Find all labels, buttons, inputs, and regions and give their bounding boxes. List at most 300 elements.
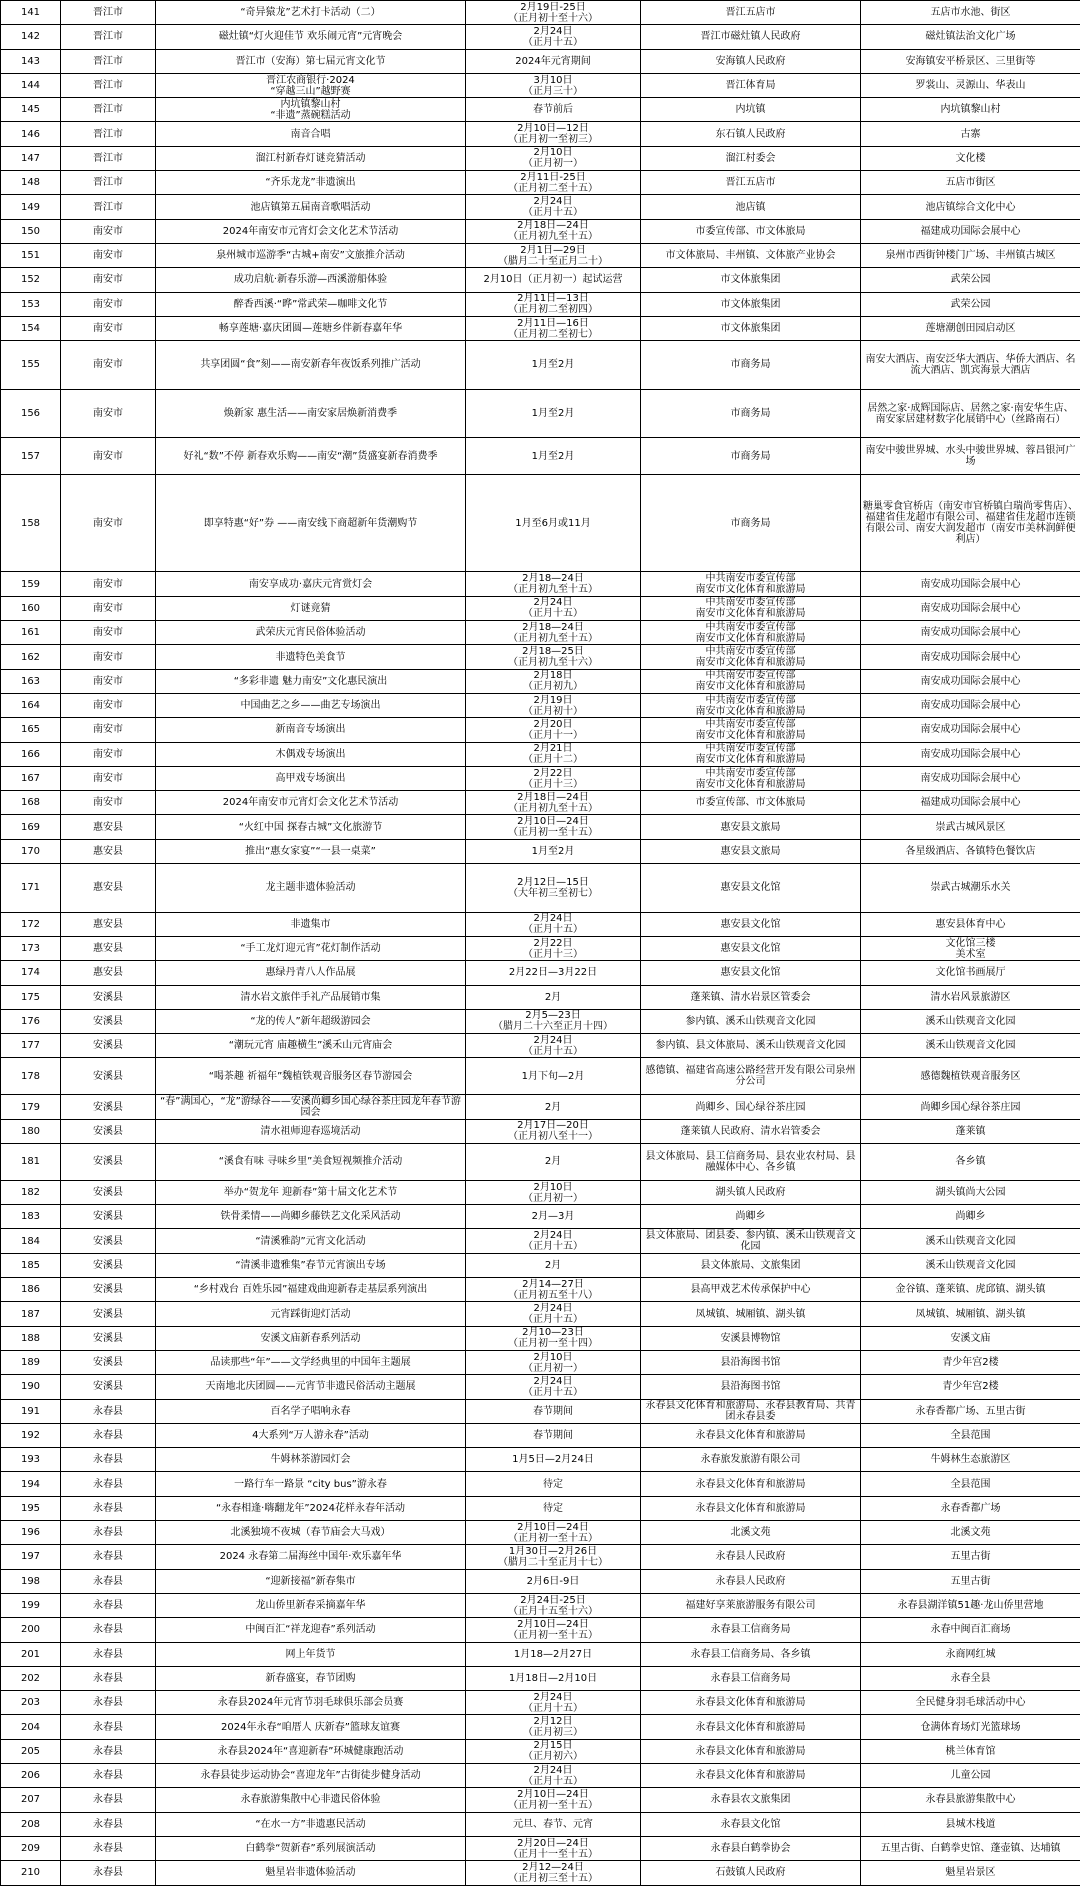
- table-row: [1, 791, 1080, 815]
- organizer-cell: 凤城镇、城厢镇、湖头镇: [641, 1302, 861, 1326]
- event-time-cell: 2月24日 （正月十五）: [466, 1691, 641, 1715]
- row-number-cell: 192: [1, 1423, 61, 1447]
- event-name-cell: 龙主题非遗体验活动: [156, 864, 466, 913]
- row-number-cell: 187: [1, 1302, 61, 1326]
- event-time-cell: 春节期间: [466, 1423, 641, 1447]
- row-number-cell: 190: [1, 1375, 61, 1399]
- event-name-cell: 清水祖师迎春巡境活动: [156, 1119, 466, 1143]
- organizer-cell: 永春县白鹤拳协会: [641, 1836, 861, 1860]
- table-row: [1, 438, 1080, 475]
- table-row: [1, 1326, 1080, 1350]
- event-name-cell: 2024年南安市元宵灯会文化艺术节活动: [156, 219, 466, 243]
- event-time-cell: 2月24日 （正月十五）: [466, 912, 641, 936]
- row-number-cell: 200: [1, 1618, 61, 1642]
- district-cell: 安溪县: [61, 1278, 156, 1302]
- event-name-cell: 溜江村新春灯谜竞猜活动: [156, 146, 466, 170]
- table-row: [1, 985, 1080, 1009]
- event-name-cell: “奇异猿龙”艺术打卡活动（二）: [156, 1, 466, 25]
- district-cell: 安溪县: [61, 1302, 156, 1326]
- venue-cell: 清水岩风景旅游区: [861, 985, 1080, 1009]
- organizer-cell: 池店镇: [641, 195, 861, 219]
- organizer-cell: 永春县工信商务局: [641, 1666, 861, 1690]
- venue-cell: 崇武古城潮乐水关: [861, 864, 1080, 913]
- row-number-cell: 165: [1, 718, 61, 742]
- venue-cell: 文化馆三楼 美术室: [861, 936, 1080, 960]
- event-name-cell: “齐乐龙龙”非遗演出: [156, 171, 466, 195]
- event-name-cell: 木偶戏专场演出: [156, 742, 466, 766]
- event-name-cell: 百名学子唱响永春: [156, 1399, 466, 1423]
- event-time-cell: 2月18日 （正月初九）: [466, 669, 641, 693]
- event-time-cell: 2月12日—15日 （大年初三至初七）: [466, 864, 641, 913]
- event-time-cell: 2月12—24日 （正月初三至十五）: [466, 1861, 641, 1885]
- row-number-cell: 178: [1, 1058, 61, 1095]
- district-cell: 安溪县: [61, 1009, 156, 1033]
- organizer-cell: 县文体旅局、团县委、参内镇、溪禾山铁观音文化园: [641, 1229, 861, 1253]
- organizer-cell: 安海镇人民政府: [641, 49, 861, 73]
- event-time-cell: 2月21日 （正月十二）: [466, 742, 641, 766]
- venue-cell: 全民健身羽毛球活动中心: [861, 1691, 1080, 1715]
- district-cell: 永春县: [61, 1642, 156, 1666]
- event-name-cell: 武荣庆元宵民俗体验活动: [156, 621, 466, 645]
- event-name-cell: 永春县徒步运动协会“喜迎龙年”古街徒步健身活动: [156, 1764, 466, 1788]
- district-cell: 安溪县: [61, 1350, 156, 1374]
- district-cell: 永春县: [61, 1812, 156, 1836]
- district-cell: 永春县: [61, 1399, 156, 1423]
- row-number-cell: 174: [1, 961, 61, 985]
- district-cell: 安溪县: [61, 1143, 156, 1180]
- event-time-cell: 1月至2月: [466, 438, 641, 475]
- event-name-cell: “手工龙灯迎元宵”花灯制作活动: [156, 936, 466, 960]
- event-name-cell: 品读那些“年”——文学经典里的中国年主题展: [156, 1350, 466, 1374]
- district-cell: 安溪县: [61, 1119, 156, 1143]
- event-name-cell: 永春旅游集散中心非遗民俗体验: [156, 1788, 466, 1812]
- organizer-cell: 感德镇、福建省高速公路经营开发有限公司泉州分公司: [641, 1058, 861, 1095]
- organizer-cell: 晋江五店市: [641, 1, 861, 25]
- district-cell: 永春县: [61, 1764, 156, 1788]
- event-name-cell: 永春县2024年“喜迎新春”环城健康跑活动: [156, 1739, 466, 1763]
- organizer-cell: 晋江体育局: [641, 73, 861, 97]
- organizer-cell: 惠安县文化馆: [641, 912, 861, 936]
- row-number-cell: 168: [1, 791, 61, 815]
- row-number-cell: 149: [1, 195, 61, 219]
- row-number-cell: 144: [1, 73, 61, 97]
- organizer-cell: 中共南安市委宣传部 南安市文化体育和旅游局: [641, 742, 861, 766]
- event-name-cell: 2024年永春“咱厝人 庆新春”篮球友谊赛: [156, 1715, 466, 1739]
- event-time-cell: 2月1日—29日 （腊月二十至正月二十）: [466, 243, 641, 267]
- event-time-cell: 2月24日-25日 （正月十五至十六）: [466, 1593, 641, 1617]
- table-row: [1, 766, 1080, 790]
- organizer-cell: 市委宣传部、市文体旅局: [641, 791, 861, 815]
- event-time-cell: 2月18—25日 （正月初九至十六）: [466, 645, 641, 669]
- table-row: [1, 1180, 1080, 1204]
- district-cell: 南安市: [61, 572, 156, 596]
- organizer-cell: 市商务局: [641, 475, 861, 572]
- venue-cell: 南安成功国际会展中心: [861, 645, 1080, 669]
- district-cell: 永春县: [61, 1691, 156, 1715]
- event-name-cell: 一路行车一路景 “city bus”游永春: [156, 1472, 466, 1496]
- event-time-cell: 2月6日-9日: [466, 1569, 641, 1593]
- venue-cell: 永春香都广场、五里古街: [861, 1399, 1080, 1423]
- organizer-cell: 溜江村委会: [641, 146, 861, 170]
- event-name-cell: 2024 永春第二届海丝中国年·欢乐嘉年华: [156, 1545, 466, 1569]
- venue-cell: 池店镇综合文化中心: [861, 195, 1080, 219]
- event-time-cell: 2月10日—24日 （正月初一至十五）: [466, 815, 641, 839]
- event-name-cell: 魁星岩非遗体验活动: [156, 1861, 466, 1885]
- organizer-cell: 蓬莱镇、清水岩景区管委会: [641, 985, 861, 1009]
- district-cell: 南安市: [61, 669, 156, 693]
- event-time-cell: 2月10日 （正月初一）: [466, 1180, 641, 1204]
- event-time-cell: 1月至2月: [466, 389, 641, 438]
- organizer-cell: 永春县文化体育和旅游局: [641, 1472, 861, 1496]
- venue-cell: 福建成功国际会展中心: [861, 219, 1080, 243]
- district-cell: 惠安县: [61, 912, 156, 936]
- table-row: [1, 742, 1080, 766]
- district-cell: 晋江市: [61, 98, 156, 122]
- table-row: [1, 1, 1080, 25]
- table-row: [1, 268, 1080, 292]
- district-cell: 南安市: [61, 766, 156, 790]
- event-name-cell: 南音合唱: [156, 122, 466, 146]
- table-row: [1, 1423, 1080, 1447]
- row-number-cell: 193: [1, 1448, 61, 1472]
- table-row: [1, 475, 1080, 572]
- venue-cell: 崇武古城风景区: [861, 815, 1080, 839]
- table-row: [1, 1205, 1080, 1229]
- venue-cell: 文化馆书画展厅: [861, 961, 1080, 985]
- event-time-cell: 2月10日 （正月初一）: [466, 1350, 641, 1374]
- venue-cell: 各星级酒店、各镇特色餐饮店: [861, 839, 1080, 863]
- table-row: [1, 1642, 1080, 1666]
- row-number-cell: 146: [1, 122, 61, 146]
- district-cell: 南安市: [61, 316, 156, 340]
- venue-cell: 五里古街、白鹤拳史馆、蓬壶镇、达埔镇: [861, 1836, 1080, 1860]
- venue-cell: 凤城镇、城厢镇、湖头镇: [861, 1302, 1080, 1326]
- table-row: [1, 645, 1080, 669]
- event-time-cell: 2月: [466, 1095, 641, 1119]
- event-name-cell: 泉州城市巡游季“古城+南安”文旅推介活动: [156, 243, 466, 267]
- event-time-cell: 2月24日 （正月十五）: [466, 25, 641, 49]
- row-number-cell: 142: [1, 25, 61, 49]
- table-row: [1, 912, 1080, 936]
- table-row: [1, 341, 1080, 390]
- event-name-cell: “迎新接福”新春集市: [156, 1569, 466, 1593]
- event-name-cell: 龙山侨里新春采摘嘉年华: [156, 1593, 466, 1617]
- venue-cell: 安溪文庙: [861, 1326, 1080, 1350]
- table-row: [1, 839, 1080, 863]
- table-row: [1, 243, 1080, 267]
- row-number-cell: 182: [1, 1180, 61, 1204]
- event-name-cell: 4大系列“万人游永春”活动: [156, 1423, 466, 1447]
- event-time-cell: 2月11日—13日 （正月初二至初四）: [466, 292, 641, 316]
- venue-cell: 文化楼: [861, 146, 1080, 170]
- event-time-cell: 2月10日—24日 （正月初一至十五）: [466, 1788, 641, 1812]
- event-name-cell: “多彩非遗 魅力南安”文化惠民演出: [156, 669, 466, 693]
- venue-cell: 五店市街区: [861, 171, 1080, 195]
- event-name-cell: 新春盛宴，春节团购: [156, 1666, 466, 1690]
- organizer-cell: 内坑镇: [641, 98, 861, 122]
- table-row: [1, 49, 1080, 73]
- table-row: [1, 292, 1080, 316]
- organizer-cell: 惠安县文旅局: [641, 839, 861, 863]
- event-time-cell: 2月15日 （正月初六）: [466, 1739, 641, 1763]
- row-number-cell: 186: [1, 1278, 61, 1302]
- event-time-cell: 2月20日—24日 （正月十一至十五）: [466, 1836, 641, 1860]
- event-time-cell: 2月22日 （正月十三）: [466, 766, 641, 790]
- event-time-cell: 1月至2月: [466, 839, 641, 863]
- organizer-cell: 中共南安市委宣传部 南安市文化体育和旅游局: [641, 766, 861, 790]
- event-name-cell: “永春相逢·嗨翻龙年”2024花样永春年活动: [156, 1496, 466, 1520]
- table-row: [1, 1545, 1080, 1569]
- organizer-cell: 中共南安市委宣传部 南安市文化体育和旅游局: [641, 645, 861, 669]
- event-time-cell: 2月18日—24日 （正月初九至十五）: [466, 791, 641, 815]
- event-name-cell: 共享团圆“食”刻——南安新春年夜饭系列推广活动: [156, 341, 466, 390]
- table-row: [1, 1095, 1080, 1119]
- venue-cell: 青少年宫2楼: [861, 1350, 1080, 1374]
- row-number-cell: 203: [1, 1691, 61, 1715]
- event-time-cell: 2月: [466, 1143, 641, 1180]
- row-number-cell: 180: [1, 1119, 61, 1143]
- venue-cell: 南安成功国际会展中心: [861, 621, 1080, 645]
- venue-cell: 居然之家·成辉国际店、居然之家·南安华生店、南安家居建材数字化展销中心（丝路南石）: [861, 389, 1080, 438]
- event-time-cell: 2月10日（正月初一）起试运营: [466, 268, 641, 292]
- district-cell: 南安市: [61, 341, 156, 390]
- table-row: [1, 1764, 1080, 1788]
- event-time-cell: 2月19日-25日 （正月初十至十六）: [466, 1, 641, 25]
- district-cell: 安溪县: [61, 1229, 156, 1253]
- district-cell: 永春县: [61, 1739, 156, 1763]
- event-name-cell: 推出“惠女家宴”“一县一桌菜”: [156, 839, 466, 863]
- event-name-cell: 高甲戏专场演出: [156, 766, 466, 790]
- event-name-cell: 中闽百汇“祥龙迎春”系列活动: [156, 1618, 466, 1642]
- row-number-cell: 198: [1, 1569, 61, 1593]
- table-row: [1, 1618, 1080, 1642]
- row-number-cell: 143: [1, 49, 61, 73]
- organizer-cell: 永春县文化体育和旅游局、永春县教育局、共青团永春县委: [641, 1399, 861, 1423]
- district-cell: 南安市: [61, 438, 156, 475]
- events-table-body: [1, 1, 1080, 1886]
- event-name-cell: 成功启航·新春乐游—西溪游船体验: [156, 268, 466, 292]
- row-number-cell: 179: [1, 1095, 61, 1119]
- table-row: [1, 1812, 1080, 1836]
- row-number-cell: 188: [1, 1326, 61, 1350]
- row-number-cell: 158: [1, 475, 61, 572]
- venue-cell: 永春全县: [861, 1666, 1080, 1690]
- venue-cell: 溪禾山铁观音文化园: [861, 1229, 1080, 1253]
- venue-cell: 南安大酒店、南安泛华大酒店、华侨大酒店、名流大酒店、凯宾海景大酒店: [861, 341, 1080, 390]
- district-cell: 永春县: [61, 1496, 156, 1520]
- event-name-cell: 醉香西溪·“晔”常武荣—咖啡文化节: [156, 292, 466, 316]
- district-cell: 永春县: [61, 1715, 156, 1739]
- district-cell: 南安市: [61, 292, 156, 316]
- organizer-cell: 永春县文化体育和旅游局: [641, 1739, 861, 1763]
- row-number-cell: 151: [1, 243, 61, 267]
- venue-cell: 儿童公园: [861, 1764, 1080, 1788]
- event-time-cell: 2月10日—24日 （正月初一至十五）: [466, 1618, 641, 1642]
- table-row: [1, 669, 1080, 693]
- venue-cell: 罗裳山、灵源山、华表山: [861, 73, 1080, 97]
- event-name-cell: 焕新家 惠生活——南安家居焕新消费季: [156, 389, 466, 438]
- table-row: [1, 25, 1080, 49]
- table-row: [1, 693, 1080, 717]
- organizer-cell: 永春旅发旅游有限公司: [641, 1448, 861, 1472]
- row-number-cell: 148: [1, 171, 61, 195]
- organizer-cell: 惠安县文旅局: [641, 815, 861, 839]
- event-name-cell: 晋江农商银行·2024 “穿越三山”越野赛: [156, 73, 466, 97]
- row-number-cell: 154: [1, 316, 61, 340]
- row-number-cell: 177: [1, 1034, 61, 1058]
- row-number-cell: 171: [1, 864, 61, 913]
- event-time-cell: 2月5—23日 （腊月二十六至正月十四）: [466, 1009, 641, 1033]
- event-time-cell: 2月18—24日 （正月初九至十五）: [466, 572, 641, 596]
- organizer-cell: 市商务局: [641, 389, 861, 438]
- event-time-cell: 3月10日 （正月三十）: [466, 73, 641, 97]
- event-name-cell: “在水一方”非遗惠民活动: [156, 1812, 466, 1836]
- event-name-cell: 晋江市（安海）第七届元宵文化节: [156, 49, 466, 73]
- district-cell: 永春县: [61, 1666, 156, 1690]
- venue-cell: 内坑镇黎山村: [861, 98, 1080, 122]
- venue-cell: 桃兰体育馆: [861, 1739, 1080, 1763]
- row-number-cell: 176: [1, 1009, 61, 1033]
- row-number-cell: 169: [1, 815, 61, 839]
- event-time-cell: 2月19日 （正月初十）: [466, 693, 641, 717]
- event-name-cell: 南安享成功·嘉庆元宵赏灯会: [156, 572, 466, 596]
- row-number-cell: 161: [1, 621, 61, 645]
- row-number-cell: 152: [1, 268, 61, 292]
- venue-cell: 五店市水池、街区: [861, 1, 1080, 25]
- organizer-cell: 晋江五店市: [641, 171, 861, 195]
- venue-cell: 莲塘潮创田园启动区: [861, 316, 1080, 340]
- venue-cell: 各乡镇: [861, 1143, 1080, 1180]
- row-number-cell: 153: [1, 292, 61, 316]
- row-number-cell: 204: [1, 1715, 61, 1739]
- organizer-cell: 永春县工信商务局、各乡镇: [641, 1642, 861, 1666]
- event-time-cell: 元旦、春节、元宵: [466, 1812, 641, 1836]
- district-cell: 惠安县: [61, 936, 156, 960]
- table-row: [1, 596, 1080, 620]
- event-name-cell: “喝茶趣 祈福年”魏植铁观音服务区春节游园会: [156, 1058, 466, 1095]
- event-name-cell: “潮玩元宵 庙趣横生”溪禾山元宵庙会: [156, 1034, 466, 1058]
- event-time-cell: 2月17日—20日 （正月初八至十一）: [466, 1119, 641, 1143]
- district-cell: 安溪县: [61, 1095, 156, 1119]
- organizer-cell: 石鼓镇人民政府: [641, 1861, 861, 1885]
- event-time-cell: 2月24日 （正月十五）: [466, 1229, 641, 1253]
- venue-cell: 南安成功国际会展中心: [861, 742, 1080, 766]
- venue-cell: 尚卿乡国心绿谷茶庄园: [861, 1095, 1080, 1119]
- row-number-cell: 170: [1, 839, 61, 863]
- row-number-cell: 210: [1, 1861, 61, 1885]
- event-time-cell: 2月11日-25日 （正月初二至十五）: [466, 171, 641, 195]
- row-number-cell: 157: [1, 438, 61, 475]
- row-number-cell: 166: [1, 742, 61, 766]
- event-name-cell: 牛姆林茶游园灯会: [156, 1448, 466, 1472]
- event-name-cell: “火红中国 探春古城”文化旅游节: [156, 815, 466, 839]
- organizer-cell: 县沿海图书馆: [641, 1375, 861, 1399]
- event-name-cell: “清溪非遗雅集”春节元宵演出专场: [156, 1253, 466, 1277]
- table-row: [1, 73, 1080, 97]
- event-time-cell: 2月10日—12日 （正月初一至初三）: [466, 122, 641, 146]
- venue-cell: 永春中闽百汇商场: [861, 1618, 1080, 1642]
- table-row: [1, 1058, 1080, 1095]
- venue-cell: 溪禾山铁观音文化园: [861, 1009, 1080, 1033]
- event-time-cell: 2月24日 （正月十五）: [466, 1764, 641, 1788]
- district-cell: 安溪县: [61, 1326, 156, 1350]
- table-row: [1, 815, 1080, 839]
- district-cell: 惠安县: [61, 864, 156, 913]
- row-number-cell: 209: [1, 1836, 61, 1860]
- row-number-cell: 167: [1, 766, 61, 790]
- organizer-cell: 晋江市磁灶镇人民政府: [641, 25, 861, 49]
- table-row: [1, 1593, 1080, 1617]
- event-time-cell: 1月5日—2月24日: [466, 1448, 641, 1472]
- event-time-cell: 2月10日 （正月初一）: [466, 146, 641, 170]
- row-number-cell: 195: [1, 1496, 61, 1520]
- organizer-cell: 尚卿乡: [641, 1205, 861, 1229]
- venue-cell: 仓满体育场灯光篮球场: [861, 1715, 1080, 1739]
- organizer-cell: 市商务局: [641, 341, 861, 390]
- row-number-cell: 184: [1, 1229, 61, 1253]
- organizer-cell: 市文体旅集团: [641, 316, 861, 340]
- row-number-cell: 159: [1, 572, 61, 596]
- event-time-cell: 2月11日—16日 （正月初二至初七）: [466, 316, 641, 340]
- event-name-cell: 惠绿丹青八人作品展: [156, 961, 466, 985]
- venue-cell: 金谷镇、蓬莱镇、虎邱镇、湖头镇: [861, 1278, 1080, 1302]
- venue-cell: 五里古街: [861, 1569, 1080, 1593]
- event-name-cell: 灯谜竟猜: [156, 596, 466, 620]
- venue-cell: 尚卿乡: [861, 1205, 1080, 1229]
- table-row: [1, 1739, 1080, 1763]
- row-number-cell: 175: [1, 985, 61, 1009]
- district-cell: 永春县: [61, 1545, 156, 1569]
- event-time-cell: 春节前后: [466, 98, 641, 122]
- district-cell: 安溪县: [61, 985, 156, 1009]
- organizer-cell: 湖头镇人民政府: [641, 1180, 861, 1204]
- table-row: [1, 1278, 1080, 1302]
- event-name-cell: 即享特惠“好”券 ——南安线下商超新年货潮购节: [156, 475, 466, 572]
- organizer-cell: 永春县文化体育和旅游局: [641, 1423, 861, 1447]
- venue-cell: 南安中骏世界城、水头中骏世界城、蓉昌银河广场: [861, 438, 1080, 475]
- table-row: [1, 1691, 1080, 1715]
- table-row: [1, 621, 1080, 645]
- table-row: [1, 961, 1080, 985]
- organizer-cell: 永春县文化体育和旅游局: [641, 1715, 861, 1739]
- organizer-cell: 东石镇人民政府: [641, 122, 861, 146]
- organizer-cell: 中共南安市委宣传部 南安市文化体育和旅游局: [641, 718, 861, 742]
- district-cell: 永春县: [61, 1521, 156, 1545]
- district-cell: 安溪县: [61, 1180, 156, 1204]
- organizer-cell: 惠安县文化馆: [641, 961, 861, 985]
- organizer-cell: 惠安县文化馆: [641, 936, 861, 960]
- organizer-cell: 市商务局: [641, 438, 861, 475]
- organizer-cell: 中共南安市委宣传部 南安市文化体育和旅游局: [641, 572, 861, 596]
- row-number-cell: 205: [1, 1739, 61, 1763]
- district-cell: 南安市: [61, 791, 156, 815]
- event-name-cell: “乡村戏台 百姓乐园”福建戏曲迎新春走基层系列演出: [156, 1278, 466, 1302]
- organizer-cell: 安溪县博物馆: [641, 1326, 861, 1350]
- event-name-cell: 永春县2024年元宵节羽毛球俱乐部会员赛: [156, 1691, 466, 1715]
- district-cell: 晋江市: [61, 195, 156, 219]
- district-cell: 永春县: [61, 1836, 156, 1860]
- organizer-cell: 永春县文化体育和旅游局: [641, 1691, 861, 1715]
- event-name-cell: 磁灶镇“灯火迎佳节 欢乐闹元宵”元宵晚会: [156, 25, 466, 49]
- district-cell: 南安市: [61, 475, 156, 572]
- organizer-cell: 市委宣传部、市文体旅局: [641, 219, 861, 243]
- row-number-cell: 163: [1, 669, 61, 693]
- organizer-cell: 市文体旅集团: [641, 292, 861, 316]
- district-cell: 永春县: [61, 1861, 156, 1885]
- venue-cell: 永商网红城: [861, 1642, 1080, 1666]
- event-name-cell: 安溪文庙新春系列活动: [156, 1326, 466, 1350]
- table-row: [1, 1836, 1080, 1860]
